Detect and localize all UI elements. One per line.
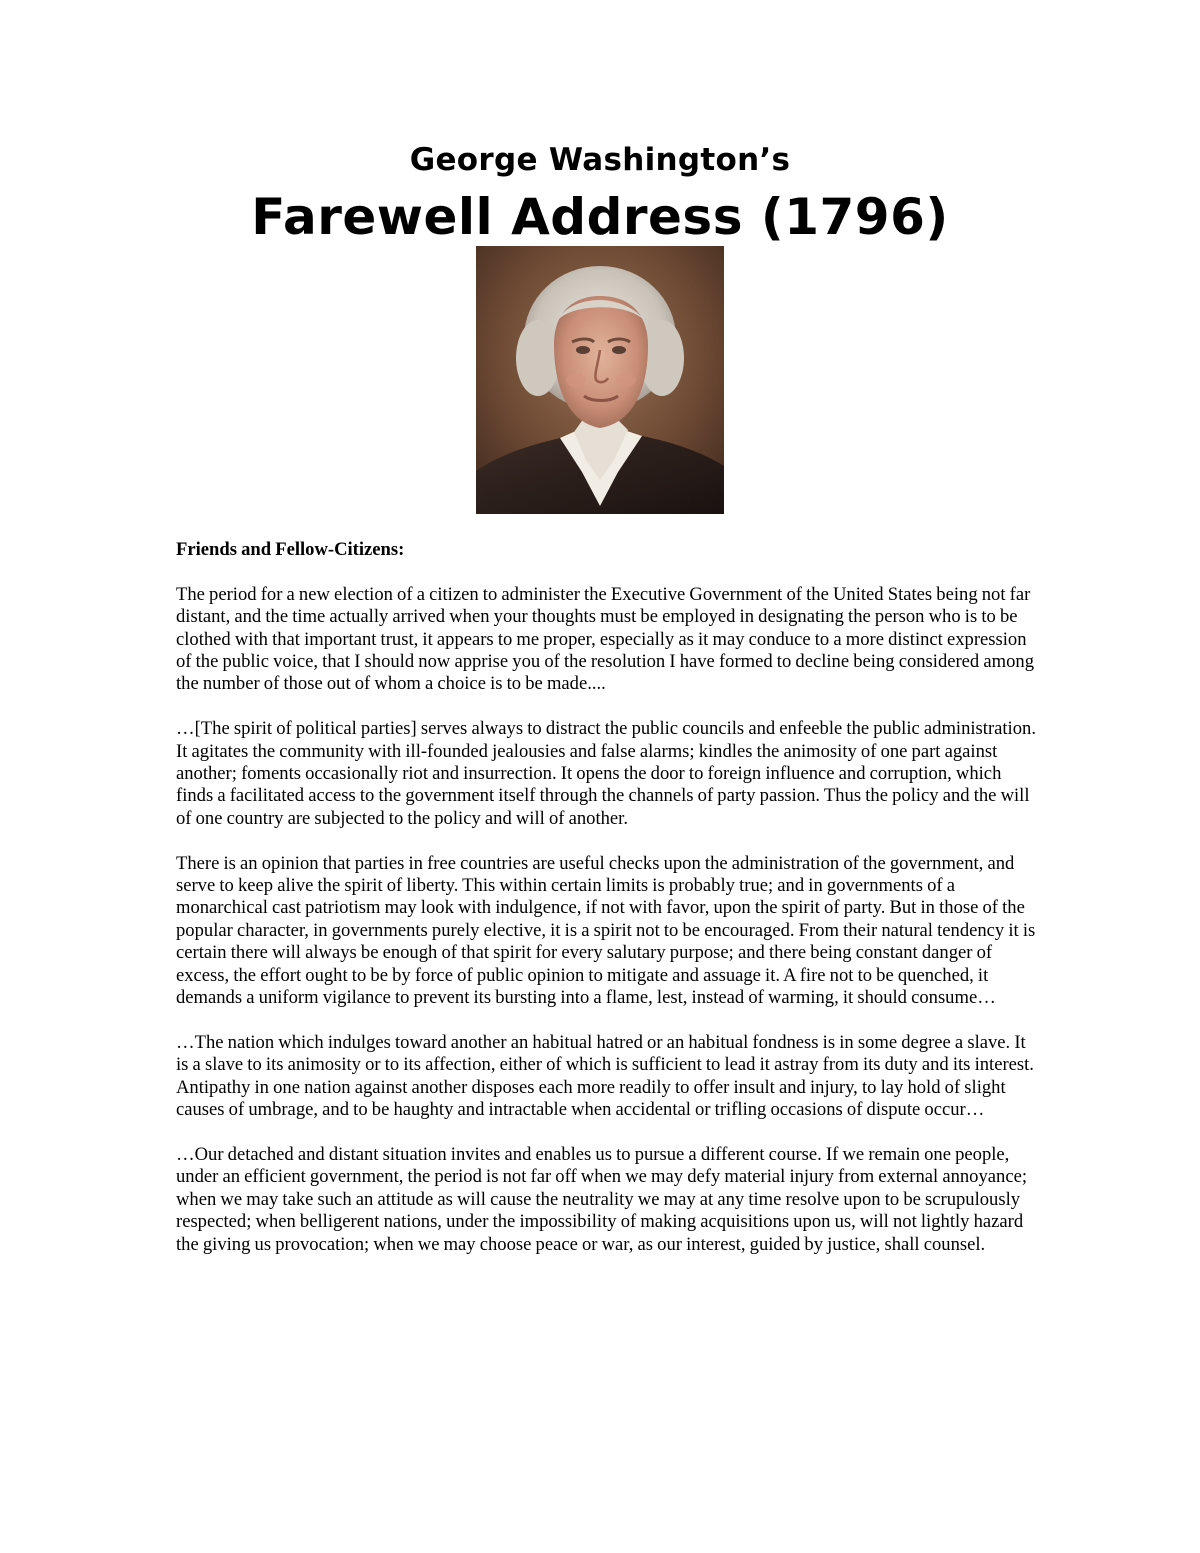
paragraph-5: …Our detached and distant situation invites and enables us to pursue a different course. If we remain one people, under an efficient government, the period is not far off when we may defy material injury from external annoyance; when we may take such an attitude as will cause the neutrality we may at any time resolve upon to be scrupulously respected; when belligerent nations, under the impossibility of making acquisitions upon us, will not lightly hazard the giving us provocation; when we may choose peace or war, as our interest, guided by justice, shall counsel.	[176, 1143, 1027, 1255]
paragraph-3: There is an opinion that parties in free countries are useful checks upon the administration of the government, and serve to keep alive the spirit of liberty. This within certain limits is probably true; and in governments of a monarchical cast patriotism may look with indulgence, if not with favor, upon the spirit of party. But in those of the popular character, in governments purely elective, it is a spirit not to be encouraged. From their natural tendency it is certain there will always be enough of that spirit for every salutary purpose; and there being constant danger of excess, the effort ought to be by force of public opinion to mitigate and assuage it. A fire not to be quenched, it demands a uniform vigilance to prevent its bursting into a flame, lest, instead of warming, it should consume…	[176, 852, 1036, 1009]
paragraph-4: …The nation which indulges toward another an habitual hatred or an habitual fondness is in some degree a slave. It is a slave to its animosity or to its affection, either of which is sufficient to lead it astray from its duty and its interest. Antipathy in one nation against another disposes each more readily to offer insult and injury, to lay hold of slight causes of umbrage, and to be haughty and intractable when accidental or trifling occasions of dispute occur…	[176, 1031, 1034, 1121]
paragraph-1: The period for a new election of a citizen to administer the Executive Government of the United States being not far distant, and the time actually arrived when your thoughts must be employed in designating the person who is to be clothed with that important trust, it appears to me proper, especially as it may conduce to a more distinct expression of the public voice, that I should now apprise you of the resolution I have formed to decline being considered among the number of those out of whom a choice is to be made....	[176, 583, 1034, 695]
address-text	[176, 539, 1036, 1278]
paragraph-2: …[The spirit of political parties] serves always to distract the public councils and enfeeble the public administration. It agitates the community with ill-founded jealousies and false alarms; kindles the animosity of one part against another; foments occasionally riot and insurrection. It opens the door to foreign influence and corruption, which finds a facilitated access to the government itself through the channels of party passion. Thus the policy and the will of one country are subjected to the policy and will of another.	[176, 718, 1036, 829]
washington-portrait-image	[476, 246, 724, 514]
salutation: Friends and Fellow-Citizens:	[176, 539, 405, 560]
page-title: Farewell Address (1796)	[251, 188, 949, 246]
title-subheading: George Washington’s	[409, 142, 791, 178]
